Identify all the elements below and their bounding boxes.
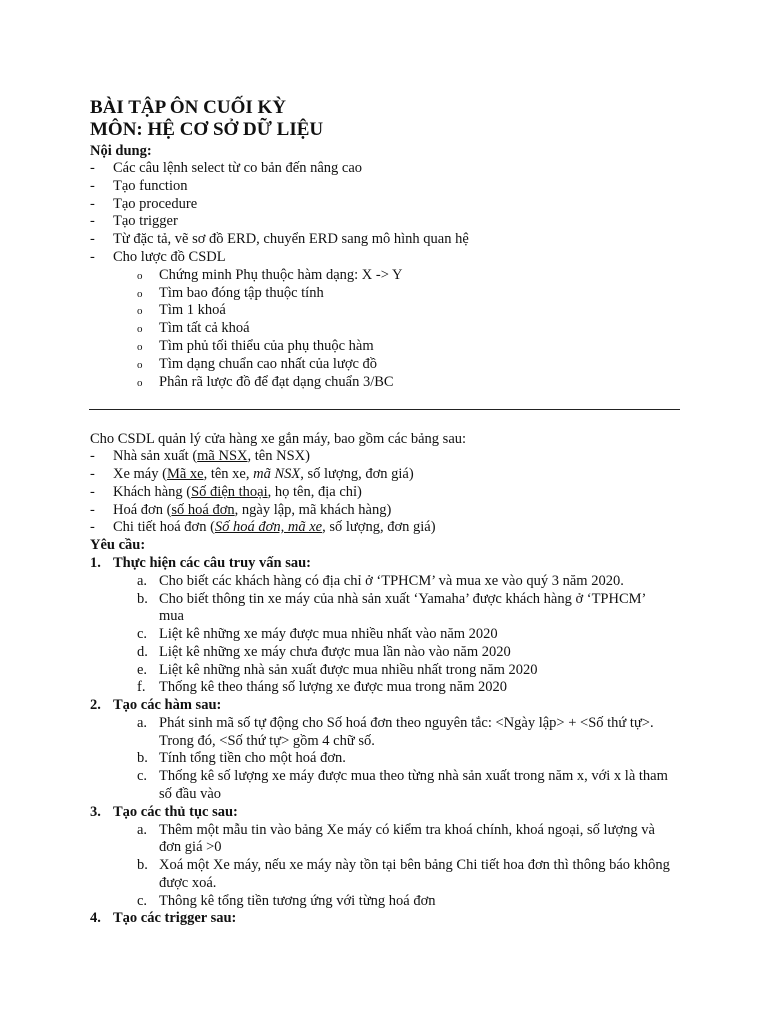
content-label: Nội dung: <box>90 143 152 159</box>
dash-bullet: - <box>90 249 95 265</box>
list-item-text: Tạo procedure <box>113 196 198 212</box>
circle-bullet-icon: o <box>137 323 143 335</box>
section-number: 1. <box>90 555 101 571</box>
item-text-continued: số đầu vào <box>159 786 222 802</box>
item-letter: b. <box>137 750 148 766</box>
item-text-continued: được xoá. <box>159 875 217 891</box>
item-letter: f. <box>137 679 146 695</box>
circle-bullet-icon: o <box>137 377 143 389</box>
item-text: Thông kê tổng tiền tương ứng với từng hoá đơn <box>159 893 436 909</box>
dash-bullet: - <box>90 178 95 194</box>
sublist-item-text: Phân rã lược đồ để đạt dạng chuẩn 3/BC <box>159 374 394 390</box>
section-title: Thực hiện các câu truy vấn sau: <box>113 555 312 571</box>
table-definition <box>113 448 310 466</box>
dash-bullet: - <box>90 502 95 518</box>
section-number: 2. <box>90 697 101 713</box>
item-text-continued: mua <box>159 608 184 624</box>
item-text: Xoá một Xe máy, nếu xe máy này tồn tại bên bảng Chi tiết hoa đơn thì thông báo không <box>159 857 670 873</box>
sublist-item-text: Tìm bao đóng tập thuộc tính <box>159 285 324 301</box>
item-letter: d. <box>137 644 148 660</box>
primary-key: Mã xe <box>166 466 204 482</box>
item-letter: c. <box>137 893 148 909</box>
circle-bullet-icon: o <box>137 341 143 353</box>
dash-bullet: - <box>90 160 95 176</box>
item-letter: a. <box>137 715 148 731</box>
item-text-continued: Trong đó, <Số thứ tự> gồm 4 chữ số. <box>159 733 375 749</box>
list-item-text: Từ đặc tả, vẽ sơ đồ ERD, chuyển ERD sang mô hình quan hệ <box>113 231 469 247</box>
dash-bullet: - <box>90 466 95 482</box>
list-item-text: Các câu lệnh select từ co bản đến nâng cao <box>113 160 363 176</box>
table-name: Hoá đơn ( <box>113 502 172 518</box>
item-text: Phát sinh mã số tự động cho Số hoá đơn theo nguyên tắc: <Ngày lập> + <Số thứ tự>. <box>159 715 654 731</box>
table-attributes: , tên xe, <box>203 466 254 482</box>
circle-bullet-icon: o <box>137 288 143 300</box>
table-attributes: , họ tên, địa chỉ) <box>267 484 362 500</box>
item-text: Liệt kê những nhà sản xuất được mua nhiều nhất trong năm 2020 <box>159 662 538 678</box>
item-text: Liệt kê những xe máy chưa được mua lần nào vào năm 2020 <box>159 644 511 660</box>
primary-key: Số hoá đơn, mã xe <box>214 519 323 535</box>
item-text: Cho biết các khách hàng có địa chỉ ở ‘TPHCM’ và mua xe vào quý 3 năm 2020. <box>159 573 624 589</box>
table-attributes: , số lượng, đơn giá) <box>300 466 414 482</box>
item-letter: b. <box>137 591 148 607</box>
item-text: Thêm một mẫu tin vào bảng Xe máy có kiểm tra khoá chính, khoá ngoại, số lượng và <box>159 822 655 838</box>
primary-key: mã NSX <box>197 448 248 464</box>
horizontal-divider <box>89 409 680 410</box>
item-letter: e. <box>137 662 148 678</box>
dash-bullet: - <box>90 213 95 229</box>
item-letter: c. <box>137 768 148 784</box>
table-name: Xe máy ( <box>113 466 167 482</box>
table-attributes: , tên NSX) <box>247 448 310 464</box>
table-attributes: , ngày lập, mã khách hàng) <box>234 502 392 518</box>
primary-key: số hoá đơn <box>171 502 235 518</box>
dash-bullet: - <box>90 231 95 247</box>
requirements-label: Yêu cầu: <box>90 537 146 553</box>
db-intro: Cho CSDL quản lý cửa hàng xe gắn máy, bao gồm các bảng sau: <box>90 431 467 447</box>
section-title: Tạo các trigger sau: <box>113 910 237 926</box>
item-letter: c. <box>137 626 148 642</box>
foreign-key: mã NSX <box>253 466 301 482</box>
document-title: BÀI TẬP ÔN CUỐI KỲ <box>90 97 287 118</box>
dash-bullet: - <box>90 196 95 212</box>
section-number: 3. <box>90 804 101 820</box>
item-letter: b. <box>137 857 148 873</box>
table-name: Nhà sản xuất ( <box>113 448 198 464</box>
sublist-item-text: Tìm 1 khoá <box>159 302 226 318</box>
item-text: Tính tổng tiền cho một hoá đơn. <box>159 750 346 766</box>
sublist-item-text: Chứng minh Phụ thuộc hàm dạng: X -> Y <box>159 267 403 283</box>
section-number: 4. <box>90 910 101 926</box>
item-text-continued: đơn giá >0 <box>159 839 222 855</box>
sublist-item-text: Tìm tất cả khoá <box>159 320 250 336</box>
item-text: Liệt kê những xe máy được mua nhiều nhất vào năm 2020 <box>159 626 498 642</box>
subject-title: MÔN: HỆ CƠ SỞ DỮ LIỆU <box>90 119 324 140</box>
item-text: Cho biết thông tin xe máy của nhà sản xuất ‘Yamaha’ được khách hàng ở ‘TPHCM’ <box>159 591 647 607</box>
table-attributes: , số lượng, đơn giá) <box>322 519 436 535</box>
dash-bullet: - <box>90 519 95 535</box>
list-item-text: Tạo function <box>113 178 188 194</box>
table-definition <box>113 484 362 502</box>
table-name: Chi tiết hoá đơn ( <box>113 519 215 535</box>
primary-key: Số điện thoại <box>191 484 268 500</box>
sublist-item-text: Tìm dạng chuẩn cao nhất của lược đồ <box>159 356 378 372</box>
sublist-item-text: Tìm phủ tối thiểu của phụ thuộc hàm <box>159 338 374 354</box>
dash-bullet: - <box>90 448 95 464</box>
list-item-text: Tạo trigger <box>113 213 178 229</box>
list-item-text: Cho lược đồ CSDL <box>113 249 226 265</box>
dash-bullet: - <box>90 484 95 500</box>
item-letter: a. <box>137 822 148 838</box>
circle-bullet-icon: o <box>137 270 143 282</box>
circle-bullet-icon: o <box>137 305 143 317</box>
table-name: Khách hàng ( <box>113 484 192 500</box>
section-title: Tạo các thủ tục sau: <box>113 804 238 820</box>
table-definition <box>113 466 414 484</box>
circle-bullet-icon: o <box>137 359 143 371</box>
item-text: Thống kê số lượng xe máy được mua theo từng nhà sản xuất trong năm x, với x là tham <box>159 768 668 784</box>
item-letter: a. <box>137 573 148 589</box>
item-text: Thống kê theo tháng số lượng xe được mua trong năm 2020 <box>159 679 507 695</box>
section-title: Tạo các hàm sau: <box>113 697 222 713</box>
table-definition <box>113 519 436 537</box>
table-definition <box>113 502 391 520</box>
